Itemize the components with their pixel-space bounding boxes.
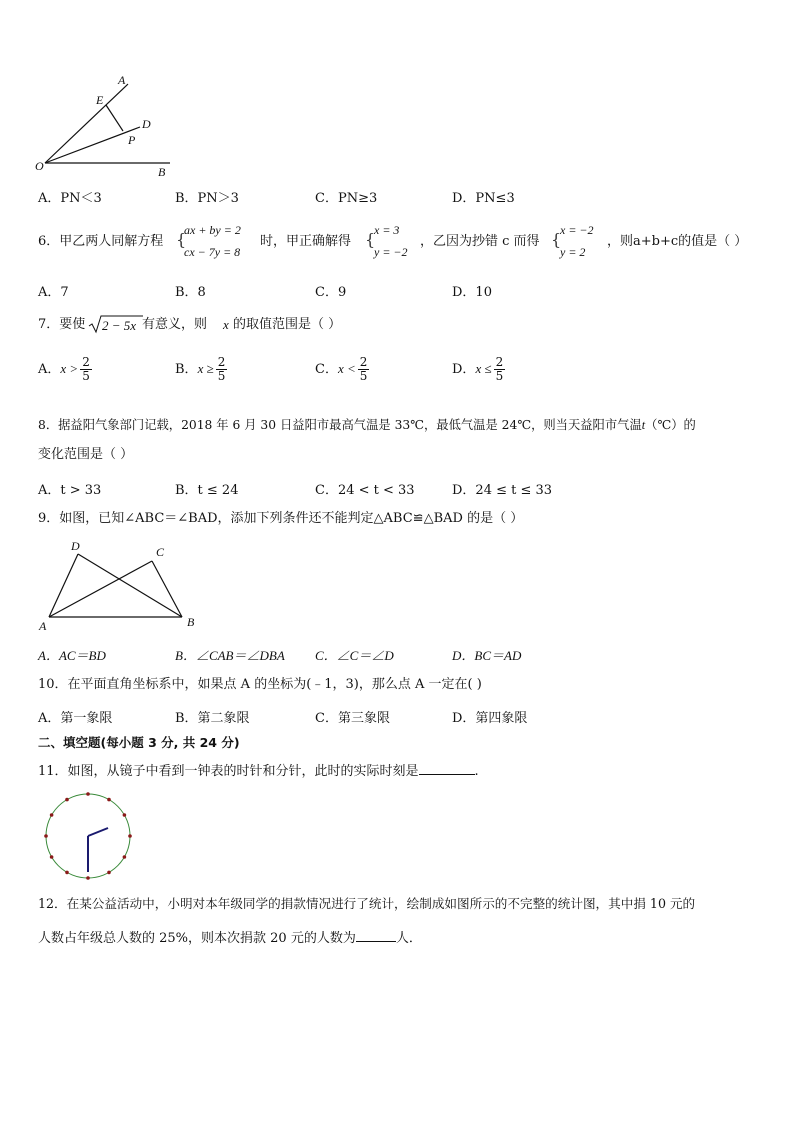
- clock-figure: [42, 790, 134, 882]
- q5-option-a: A．PN＜3: [38, 191, 102, 206]
- q6-brace-1: {: [176, 230, 187, 249]
- q8-option-a: A．t > 33: [38, 483, 102, 498]
- q6-option-a: A．7: [38, 285, 69, 300]
- q6-option-b: B．8: [175, 285, 206, 300]
- q6-text-before: 6．甲乙两人同解方程: [38, 234, 164, 249]
- q6-solution-2: x = −2 y = 2: [560, 223, 594, 259]
- q6-brace-2: {: [365, 230, 376, 249]
- label-A: A: [39, 619, 47, 633]
- q6-text-mid2: ，乙因为抄错 c 而得: [420, 234, 540, 249]
- label-B: B: [158, 165, 166, 179]
- label-O: O: [35, 159, 44, 173]
- q6-solution-1: x = 3 y = −2: [374, 223, 408, 259]
- q7-option-d: D．x ≤ $\frac{2}{5}$: [452, 355, 504, 383]
- q7-option-a: A．x > $\frac{2}{5}$: [38, 355, 90, 383]
- q12-line2: 人数占年级总人数的 25%，则本次捐款 20 元的人数为 人．: [38, 927, 422, 948]
- label-A: A: [118, 73, 126, 87]
- q8-line2: 变化范围是（ ）: [38, 447, 134, 462]
- q6-text-mid: 时，甲正确解得: [260, 234, 352, 249]
- q7-text-end: 的取值范围是（ ）: [233, 317, 342, 332]
- label-C: C: [156, 545, 165, 559]
- angle-figure: [30, 72, 180, 182]
- q7-text-before: 7．要使: [38, 317, 86, 332]
- q5-option-d: D．PN≤3: [452, 191, 515, 206]
- q9-option-d: D．BC＝AD: [452, 648, 522, 663]
- q12-line1: 12．在某公益活动中，小明对本年级同学的捐款情况进行了统计，绘制成如图所示的不完整的统计图，其中捐 10 元的: [38, 896, 696, 911]
- q10-text: 10．在平面直角坐标系中，如果点 A 的坐标为(﹣1，3)，那么点 A 一定在( ): [38, 677, 482, 692]
- label-D: D: [142, 117, 151, 131]
- clock-hour-hand: [88, 828, 108, 836]
- q6-system: ax + by = 2 cx − 7y = 8: [184, 223, 241, 259]
- q6-brace-3: {: [551, 230, 562, 249]
- q7-var: x: [223, 317, 229, 332]
- q9-text: 9．如图，已知∠ABC＝∠BAD，添加下列条件还不能判定△ABC≌△BAD 的是（ ）: [38, 511, 524, 526]
- q6-option-c: C．9: [315, 285, 347, 300]
- section-title: 二、填空题(每小题 3 分, 共 24 分): [38, 735, 240, 750]
- label-E: E: [96, 93, 104, 107]
- q10-option-c: C．第三象限: [315, 711, 390, 726]
- q8-option-d: D．24 ≤ t ≤ 33: [452, 483, 553, 498]
- q5-option-c: C．PN≥3: [315, 191, 378, 206]
- q10-option-d: D．第四象限: [452, 711, 528, 726]
- q5-option-b: B．PN＞3: [175, 191, 239, 206]
- label-P: P: [128, 133, 136, 147]
- q7-radicand: 2 − 5x: [102, 318, 137, 333]
- label-B: B: [187, 615, 195, 629]
- triangle-figure: [36, 536, 206, 636]
- q12-answer-blank[interactable]: [356, 927, 396, 942]
- label-D: D: [71, 539, 80, 553]
- q6-option-d: D．10: [452, 285, 492, 300]
- q10-option-b: B．第二象限: [175, 711, 250, 726]
- q11-answer-blank[interactable]: [419, 760, 475, 775]
- q7-option-c: C．x < $\frac{2}{5}$: [315, 355, 368, 383]
- q6-text-end: ，则a+b+c的值是（ ）: [607, 234, 748, 249]
- q11-line: 11．如图，从镜子中看到一钟表的时针和分针，此时的实际时刻是 .: [38, 760, 479, 781]
- q7-option-b: B．x ≥ $\frac{2}{5}$: [175, 355, 226, 383]
- q7-text-mid: 有意义，则: [142, 317, 208, 332]
- q9-option-a: A．AC＝BD: [38, 648, 106, 663]
- q8-option-b: B．t ≤ 24: [175, 483, 239, 498]
- q8-line1: 8．据益阳气象部门记载，2018 年 6 月 30 日益阳市最高气温是 33℃，最低气温是 24℃，则当天益阳市气温t（℃）的: [38, 418, 696, 432]
- q9-option-c: C．∠C＝∠D: [315, 648, 394, 663]
- q8-option-c: C．24 < t < 33: [315, 483, 415, 498]
- q10-option-a: A．第一象限: [38, 711, 113, 726]
- q9-option-b: B．∠CAB＝∠DBA: [175, 648, 285, 663]
